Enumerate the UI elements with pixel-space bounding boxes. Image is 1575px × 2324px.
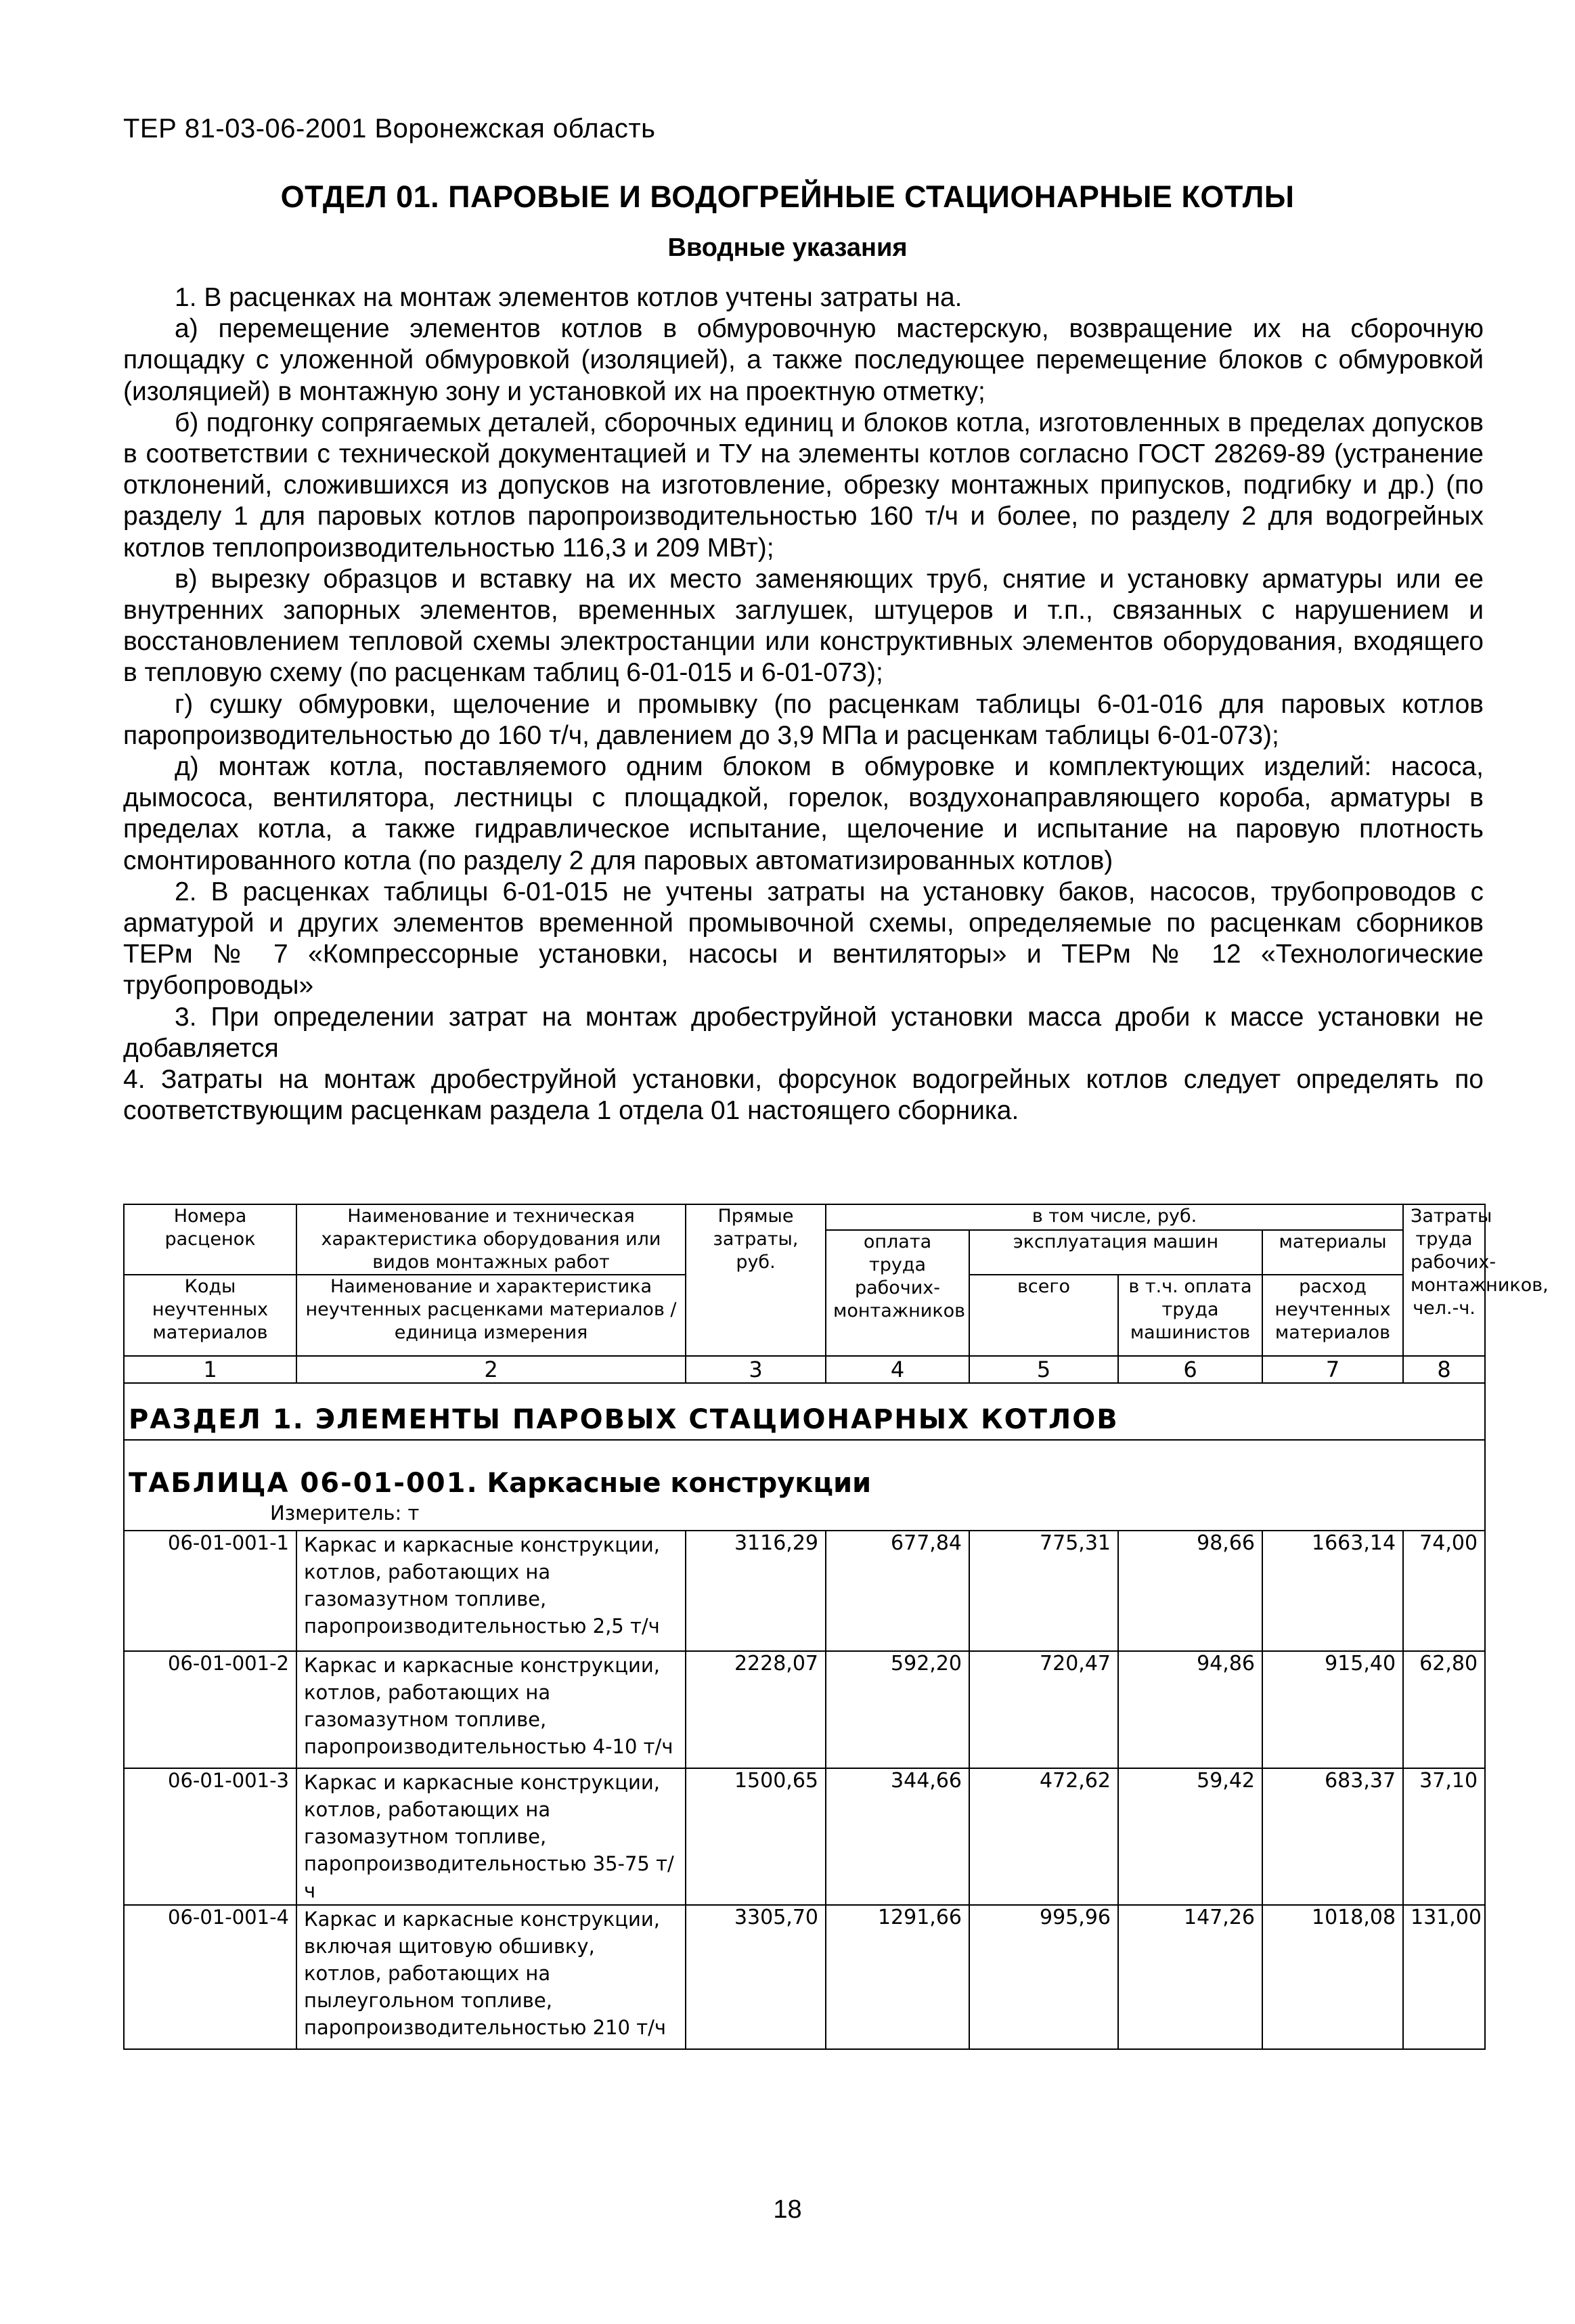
rate-name: Каркас и каркасные конструкции, котлов, работающих на газомазутном топливе, паропроизводительностью 2,5 т/ч — [296, 1531, 686, 1651]
intro-paragraph: 1. В расценках на монтаж элементов котлов учтены затраты на. — [175, 283, 962, 312]
labor-hours: 37,10 — [1403, 1768, 1485, 1905]
header-materials: материалы — [1262, 1230, 1403, 1275]
section-title: ОТДЕЛ 01. ПАРОВЫЕ И ВОДОГРЕЙНЫЕ СТАЦИОНАРНЫЕ КОТЛЫ — [280, 179, 1295, 214]
table-row — [124, 1905, 1485, 2049]
direct-costs: 3305,70 — [686, 1905, 826, 2049]
intro-paragraph: б) подгонку сопрягаемых деталей, сборочных единиц и блоков котла, изготовленных в пределах допусков в соответствии с технической документацией и ТУ на элементы котлов согласно ГОСТ 28269-89 (устранение отклонений, сложившихся из допусков на изготовление, обрезку монтажных припусков, подгибку и др.) (по разделу 1 для паровых котлов паропроизводительностью 160 т/ч и более, по разделу 2 для водогрейных котлов теплопроизводительностью 116,3 и 209 МВт); — [123, 408, 1484, 563]
header-material-codes: Коды неучтенных материалов — [124, 1275, 296, 1356]
direct-costs: 3116,29 — [686, 1531, 826, 1651]
worker-pay: 1291,66 — [826, 1905, 969, 2049]
rates-table — [123, 1204, 1549, 2050]
intro-paragraph: 4. Затраты на монтаж дробеструйной установки, форсунок водогрейных котлов следует определять по соответствующим расценкам раздела 1 отдела 01 настоящего сборника. — [123, 1065, 1484, 1126]
rate-code: 06-01-001-2 — [124, 1651, 296, 1768]
materials-cost: 915,40 — [1262, 1651, 1403, 1768]
machinist-pay: 59,42 — [1118, 1768, 1262, 1905]
materials-cost: 683,37 — [1262, 1768, 1403, 1905]
column-number: 5 — [969, 1356, 1118, 1383]
header-worker-pay: оплата труда рабочих-монтажников — [826, 1230, 969, 1356]
column-number: 1 — [124, 1356, 296, 1383]
machines-total: 472,62 — [969, 1768, 1118, 1905]
labor-hours: 62,80 — [1403, 1651, 1485, 1768]
intro-paragraph: а) перемещение элементов котлов в обмуровочную мастерскую, возвращение их на сборочную площадку с уложенной обмуровкой (изоляцией), а также последующее перемещение блоков с обмуровкой (изоляцией) в монтажную зону и установкой их на проектную отметку; — [123, 314, 1484, 406]
header-machines: эксплуатация машин — [969, 1230, 1262, 1275]
header-direct-costs: Прямые затраты, руб. — [686, 1204, 826, 1356]
intro-paragraph: г) сушку обмуровки, щелочение и промывку (по расценкам таблицы 6-01-016 для паровых котлов паропроизводительностью до 160 т/ч, давлением до 3,9 МПа и расценкам таблицы 6-01-073); — [123, 689, 1484, 750]
worker-pay: 344,66 — [826, 1768, 969, 1905]
column-number: 4 — [826, 1356, 969, 1383]
rate-code: 06-01-001-3 — [124, 1768, 296, 1905]
table-heading — [124, 1440, 1485, 1501]
table-row — [124, 1768, 1485, 1905]
rate-name: Каркас и каркасные конструкции, котлов, работающих на газомазутном топливе, паропроизводительностью 4-10 т/ч — [296, 1651, 686, 1768]
intro-paragraph: в) вырезку образцов и вставку на их место заменяющих труб, снятие и установку арматуры или ее внутренних запорных элементов, временных заглушек, штуцеров и т.п., связанных с нарушением и восстановлением тепловой схемы электростанции или конструктивных элементов оборудования, входящего в тепловую схему (по расценкам таблиц 6-01-015 и 6-01-073); — [123, 564, 1484, 688]
header-material-names: Наименование и характеристика неучтенных расценками материалов / единица измерения — [296, 1275, 686, 1356]
intro-paragraph: д) монтаж котла, поставляемого одним блоком в обмуровке и комплектующих изделий: насоса, дымососа, вентилятора, лестницы с площадкой, горелок, воздухонаправляющего короба, арматуры в пределах котла, а также гидравлическое испытание, щелочение и испытание на паровую плотность смонтированного котла (по разделу 2 для паровых автоматизированных котлов) — [123, 752, 1484, 875]
measure-unit: Измеритель: т — [124, 1501, 1485, 1531]
rate-code: 06-01-001-4 — [124, 1905, 296, 2049]
intro-subtitle: Вводные указания — [667, 234, 908, 262]
header-including: в том числе, руб. — [826, 1204, 1403, 1230]
materials-cost: 1663,14 — [1262, 1531, 1403, 1651]
table-name: Каркасные конструкции — [487, 1468, 872, 1499]
intro-text — [123, 282, 1484, 1126]
column-number: 7 — [1262, 1356, 1403, 1383]
header-rate-numbers: Номера расценок — [124, 1204, 296, 1275]
table-row — [124, 1531, 1485, 1651]
machines-total: 775,31 — [969, 1531, 1118, 1651]
machines-total: 720,47 — [969, 1651, 1118, 1768]
header-work-name: Наименование и техническая характеристика оборудования или видов монтажных работ — [296, 1204, 686, 1275]
labor-hours: 74,00 — [1403, 1531, 1485, 1651]
intro-paragraph: 2. В расценках таблицы 6-01-015 не учтены затраты на установку баков, насосов, трубопроводов с арматурой и других элементов временной промывочной схемы, определяемые по расценкам сборников ТЕРм № 7 «Компрессорные установки, насосы и вентиляторы» и ТЕРм № 12 «Технологические трубопроводы» — [123, 877, 1484, 1001]
worker-pay: 592,20 — [826, 1651, 969, 1768]
page-number: 18 — [773, 2195, 802, 2224]
rate-code: 06-01-001-1 — [124, 1531, 296, 1651]
machinist-pay: 98,66 — [1118, 1531, 1262, 1651]
worker-pay: 677,84 — [826, 1531, 969, 1651]
direct-costs: 1500,65 — [686, 1768, 826, 1905]
column-number: 8 — [1403, 1356, 1485, 1383]
column-number: 2 — [296, 1356, 686, 1383]
header-machines-total: всего — [969, 1275, 1118, 1356]
materials-cost: 1018,08 — [1262, 1905, 1403, 2049]
rate-name: Каркас и каркасные конструкции, включая щитовую обшивку, котлов, работающих на пылеугольном топливе, паропроизводительностью 210 т/ч — [296, 1905, 686, 2049]
header-labor-hours: Затраты труда рабочих-монтажников, чел.-ч. — [1403, 1204, 1485, 1356]
labor-hours: 131,00 — [1403, 1905, 1485, 2049]
column-number: 6 — [1118, 1356, 1262, 1383]
intro-paragraph: 3. При определении затрат на монтаж дробеструйной установки масса дроби к массе установки не добавляется — [123, 1002, 1484, 1063]
header-machinist-pay: в т.ч. оплата труда машинистов — [1118, 1275, 1262, 1356]
machinist-pay: 147,26 — [1118, 1905, 1262, 2049]
document-header: ТЕР 81-03-06-2001 Воронежская область — [123, 114, 656, 144]
column-number: 3 — [686, 1356, 826, 1383]
column-numbers-row — [124, 1356, 1485, 1383]
section-heading: РАЗДЕЛ 1. ЭЛЕМЕНТЫ ПАРОВЫХ СТАЦИОНАРНЫХ КОТЛОВ — [124, 1383, 1485, 1440]
table-label: ТАБЛИЦА 06-01-001. — [129, 1468, 479, 1499]
header-material-usage: расход неучтенных материалов — [1262, 1275, 1403, 1356]
machinist-pay: 94,86 — [1118, 1651, 1262, 1768]
machines-total: 995,96 — [969, 1905, 1118, 2049]
rate-name: Каркас и каркасные конструкции, котлов, работающих на газомазутном топливе, паропроизводительностью 35-75 т/ч — [296, 1768, 686, 1905]
direct-costs: 2228,07 — [686, 1651, 826, 1768]
table-row — [124, 1651, 1485, 1768]
